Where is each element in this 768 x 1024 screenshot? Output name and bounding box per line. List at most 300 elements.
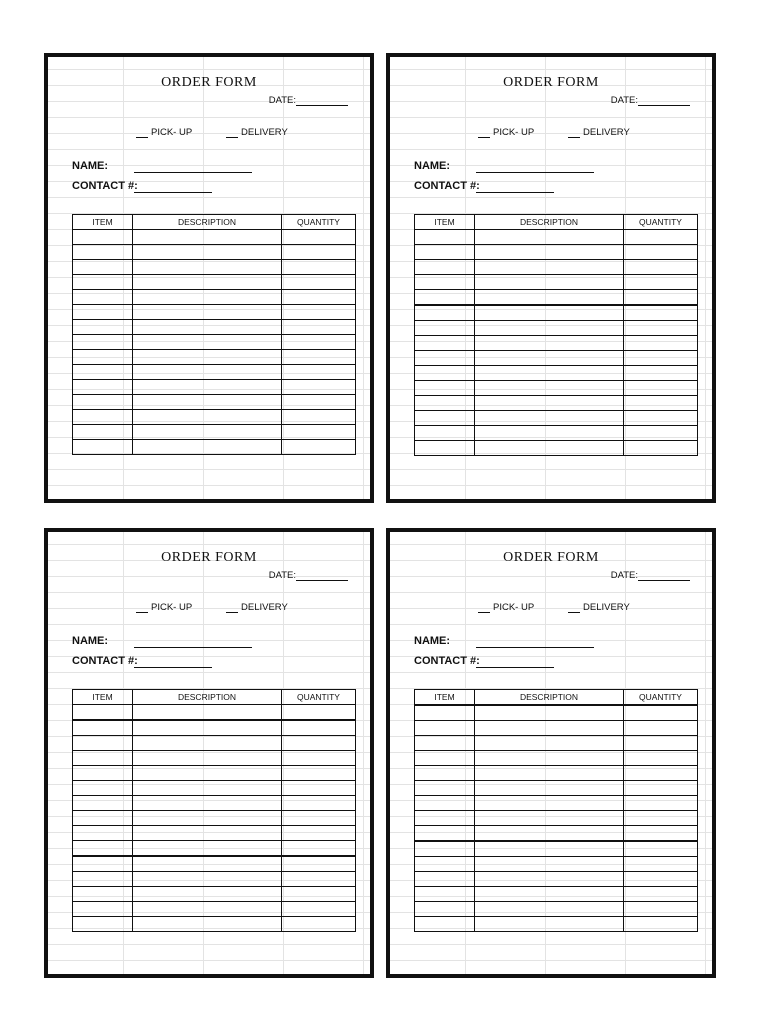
quantity-cell[interactable] (624, 260, 698, 275)
description-cell[interactable] (475, 321, 624, 336)
description-cell[interactable] (133, 856, 282, 872)
quantity-cell[interactable] (624, 857, 698, 872)
pickup-option[interactable] (478, 602, 534, 613)
description-cell[interactable] (475, 766, 624, 781)
table-row[interactable] (415, 887, 698, 902)
item-cell[interactable] (415, 766, 475, 781)
quantity-cell[interactable] (282, 425, 356, 440)
item-cell[interactable] (415, 396, 475, 411)
pickup-blank[interactable] (136, 128, 148, 138)
table-row[interactable] (73, 720, 356, 736)
item-cell[interactable] (73, 796, 133, 811)
column-header-quantity: QUANTITY (624, 690, 698, 706)
column-header-description: DESCRIPTION (475, 215, 624, 230)
column-header-description: DESCRIPTION (475, 690, 624, 706)
table-row[interactable] (415, 841, 698, 857)
quantity-cell[interactable] (282, 736, 356, 751)
quantity-cell[interactable] (624, 381, 698, 396)
table-row[interactable] (415, 260, 698, 275)
quantity-cell[interactable] (282, 766, 356, 781)
table-row[interactable] (73, 335, 356, 350)
quantity-cell[interactable] (624, 441, 698, 456)
contact-label: CONTACT #: (72, 180, 138, 192)
contact-label: CONTACT #: (72, 655, 138, 667)
item-cell[interactable] (73, 705, 133, 721)
date-row (269, 570, 348, 581)
table-row[interactable] (73, 410, 356, 425)
item-cell[interactable] (415, 811, 475, 826)
quantity-cell[interactable] (282, 887, 356, 902)
description-cell[interactable] (475, 826, 624, 842)
quantity-cell[interactable] (282, 410, 356, 425)
description-cell[interactable] (133, 736, 282, 751)
pickup-option[interactable] (478, 127, 534, 138)
table-row[interactable] (415, 396, 698, 411)
item-cell[interactable] (415, 902, 475, 917)
delivery-blank[interactable] (226, 603, 238, 613)
item-cell[interactable] (415, 917, 475, 932)
description-cell[interactable] (133, 766, 282, 781)
table-row[interactable] (73, 305, 356, 320)
table-row[interactable] (73, 781, 356, 796)
item-cell[interactable] (415, 275, 475, 290)
table-row[interactable] (73, 917, 356, 932)
description-cell[interactable] (475, 841, 624, 857)
item-cell[interactable] (415, 260, 475, 275)
delivery-option[interactable] (568, 602, 630, 613)
quantity-cell[interactable] (282, 751, 356, 766)
table-row[interactable] (73, 826, 356, 841)
description-cell[interactable] (133, 902, 282, 917)
table-row[interactable] (415, 766, 698, 781)
description-cell[interactable] (133, 796, 282, 811)
quantity-cell[interactable] (282, 290, 356, 305)
quantity-cell[interactable] (624, 245, 698, 260)
item-cell[interactable] (415, 796, 475, 811)
description-cell[interactable] (475, 917, 624, 932)
item-cell[interactable] (415, 305, 475, 321)
item-cell[interactable] (415, 351, 475, 366)
item-cell[interactable] (73, 260, 133, 275)
quantity-cell[interactable] (282, 350, 356, 365)
quantity-cell[interactable] (282, 260, 356, 275)
quantity-cell[interactable] (282, 826, 356, 841)
description-cell[interactable] (133, 350, 282, 365)
description-cell[interactable] (133, 380, 282, 395)
pickup-option[interactable] (136, 127, 192, 138)
description-cell[interactable] (133, 781, 282, 796)
name-field[interactable] (134, 637, 252, 648)
table-row[interactable] (415, 411, 698, 426)
quantity-cell[interactable] (624, 290, 698, 306)
table-row[interactable] (73, 290, 356, 305)
contact-label: CONTACT #: (414, 180, 480, 192)
table-header-row (415, 215, 698, 230)
pickup-blank[interactable] (478, 128, 490, 138)
description-cell[interactable] (475, 260, 624, 275)
item-cell[interactable] (73, 245, 133, 260)
item-cell[interactable] (415, 426, 475, 441)
delivery-blank[interactable] (568, 128, 580, 138)
table-row[interactable] (415, 290, 698, 306)
item-cell[interactable] (73, 290, 133, 305)
table-row[interactable] (415, 305, 698, 321)
description-cell[interactable] (133, 275, 282, 290)
item-cell[interactable] (415, 441, 475, 456)
form-title: ORDER FORM (161, 75, 257, 90)
description-cell[interactable] (133, 826, 282, 841)
quantity-cell[interactable] (282, 811, 356, 826)
item-cell[interactable] (415, 230, 475, 245)
table-row[interactable] (73, 440, 356, 455)
order-form-top-left (44, 53, 374, 503)
name-field[interactable] (476, 637, 594, 648)
item-cell[interactable] (73, 887, 133, 902)
quantity-cell[interactable] (624, 230, 698, 245)
date-label: DATE: (268, 95, 296, 106)
table-row[interactable] (415, 336, 698, 351)
table-row[interactable] (73, 766, 356, 781)
contact-field[interactable] (476, 657, 554, 668)
description-cell[interactable] (133, 887, 282, 902)
table-row[interactable] (73, 365, 356, 380)
delivery-label: DELIVERY (583, 602, 630, 613)
table-row[interactable] (415, 351, 698, 366)
table-row[interactable] (73, 736, 356, 751)
table-row[interactable] (73, 887, 356, 902)
item-cell[interactable] (415, 321, 475, 336)
quantity-cell[interactable] (282, 872, 356, 887)
quantity-cell[interactable] (282, 902, 356, 917)
table-row[interactable] (415, 872, 698, 887)
description-cell[interactable] (475, 366, 624, 381)
name-field[interactable] (134, 162, 252, 173)
description-cell[interactable] (475, 736, 624, 751)
pickup-blank[interactable] (478, 603, 490, 613)
description-cell[interactable] (475, 705, 624, 721)
quantity-cell[interactable] (282, 335, 356, 350)
column-header-item: ITEM (73, 690, 133, 705)
quantity-cell[interactable] (624, 796, 698, 811)
description-cell[interactable] (133, 720, 282, 736)
form-title: ORDER FORM (503, 75, 599, 90)
description-cell[interactable] (133, 872, 282, 887)
contact-label: CONTACT #: (414, 655, 480, 667)
quantity-cell[interactable] (282, 440, 356, 455)
item-cell[interactable] (415, 887, 475, 902)
table-row[interactable] (415, 826, 698, 842)
table-row[interactable] (73, 796, 356, 811)
quantity-cell[interactable] (624, 426, 698, 441)
description-cell[interactable] (133, 917, 282, 932)
table-row[interactable] (73, 380, 356, 395)
table-row[interactable] (415, 857, 698, 872)
quantity-cell[interactable] (624, 321, 698, 336)
form-title: ORDER FORM (503, 550, 599, 565)
delivery-option[interactable] (568, 127, 630, 138)
item-cell[interactable] (415, 841, 475, 857)
quantity-cell[interactable] (624, 751, 698, 766)
quantity-cell[interactable] (282, 275, 356, 290)
item-cell[interactable] (415, 826, 475, 842)
quantity-cell[interactable] (624, 781, 698, 796)
item-cell[interactable] (415, 245, 475, 260)
item-cell[interactable] (415, 872, 475, 887)
quantity-cell[interactable] (282, 245, 356, 260)
pickup-label: PICK- UP (493, 127, 535, 138)
table-row[interactable] (415, 917, 698, 932)
item-cell[interactable] (73, 350, 133, 365)
item-cell[interactable] (415, 411, 475, 426)
delivery-option[interactable] (226, 127, 288, 138)
date-blank[interactable] (296, 571, 348, 581)
description-cell[interactable] (475, 441, 624, 456)
quantity-cell[interactable] (624, 841, 698, 857)
description-cell[interactable] (133, 230, 282, 245)
description-cell[interactable] (133, 320, 282, 335)
table-row[interactable] (73, 260, 356, 275)
quantity-cell[interactable] (624, 366, 698, 381)
pickup-blank[interactable] (136, 603, 148, 613)
quantity-cell[interactable] (282, 917, 356, 932)
quantity-cell[interactable] (282, 365, 356, 380)
date-row (611, 95, 690, 106)
description-cell[interactable] (133, 395, 282, 410)
quantity-cell[interactable] (282, 320, 356, 335)
contact-field[interactable] (134, 657, 212, 668)
table-row[interactable] (73, 395, 356, 410)
description-cell[interactable] (133, 751, 282, 766)
table-row[interactable] (73, 350, 356, 365)
quantity-cell[interactable] (624, 351, 698, 366)
column-header-quantity: QUANTITY (624, 215, 698, 230)
item-cell[interactable] (415, 781, 475, 796)
order-form-bottom-right (386, 528, 716, 978)
item-cell[interactable] (73, 335, 133, 350)
item-cell[interactable] (73, 736, 133, 751)
table-row[interactable] (415, 796, 698, 811)
description-cell[interactable] (133, 260, 282, 275)
item-cell[interactable] (415, 736, 475, 751)
item-cell[interactable] (73, 425, 133, 440)
description-cell[interactable] (475, 721, 624, 736)
contact-field[interactable] (476, 182, 554, 193)
table-row[interactable] (415, 751, 698, 766)
table-row[interactable] (73, 320, 356, 335)
table-row[interactable] (415, 781, 698, 796)
description-cell[interactable] (133, 335, 282, 350)
quantity-cell[interactable] (282, 856, 356, 872)
delivery-label: DELIVERY (583, 127, 630, 138)
quantity-cell[interactable] (624, 887, 698, 902)
description-cell[interactable] (133, 425, 282, 440)
quantity-cell[interactable] (624, 917, 698, 932)
item-cell[interactable] (73, 766, 133, 781)
column-header-description: DESCRIPTION (133, 690, 282, 705)
contact-field[interactable] (134, 182, 212, 193)
table-row[interactable] (73, 751, 356, 766)
description-cell[interactable] (133, 410, 282, 425)
quantity-cell[interactable] (282, 380, 356, 395)
name-field[interactable] (476, 162, 594, 173)
table-row[interactable] (415, 705, 698, 721)
description-cell[interactable] (475, 902, 624, 917)
quantity-cell[interactable] (282, 841, 356, 857)
item-cell[interactable] (73, 902, 133, 917)
quantity-cell[interactable] (624, 275, 698, 290)
description-cell[interactable] (133, 365, 282, 380)
item-cell[interactable] (73, 320, 133, 335)
item-cell[interactable] (415, 705, 475, 721)
description-cell[interactable] (475, 336, 624, 351)
item-cell[interactable] (73, 841, 133, 857)
description-cell[interactable] (475, 381, 624, 396)
table-row[interactable] (73, 425, 356, 440)
date-label: DATE: (268, 570, 296, 581)
item-cell[interactable] (415, 366, 475, 381)
quantity-cell[interactable] (624, 872, 698, 887)
delivery-blank[interactable] (226, 128, 238, 138)
quantity-cell[interactable] (282, 230, 356, 245)
quantity-cell[interactable] (624, 705, 698, 721)
date-row (611, 570, 690, 581)
quantity-cell[interactable] (624, 411, 698, 426)
table-row[interactable] (73, 902, 356, 917)
description-cell[interactable] (133, 811, 282, 826)
description-cell[interactable] (475, 230, 624, 245)
quantity-cell[interactable] (624, 305, 698, 321)
description-cell[interactable] (475, 275, 624, 290)
quantity-cell[interactable] (624, 902, 698, 917)
item-cell[interactable] (415, 721, 475, 736)
item-cell[interactable] (73, 275, 133, 290)
table-row[interactable] (73, 230, 356, 245)
quantity-cell[interactable] (282, 305, 356, 320)
description-cell[interactable] (133, 245, 282, 260)
quantity-cell[interactable] (282, 720, 356, 736)
table-row[interactable] (415, 321, 698, 336)
table-row[interactable] (415, 245, 698, 260)
item-cell[interactable] (73, 872, 133, 887)
description-cell[interactable] (475, 290, 624, 306)
table-row[interactable] (415, 426, 698, 441)
date-blank[interactable] (638, 571, 690, 581)
pickup-option[interactable] (136, 602, 192, 613)
description-cell[interactable] (133, 290, 282, 305)
pickup-label: PICK- UP (493, 602, 535, 613)
description-cell[interactable] (133, 705, 282, 721)
table-row[interactable] (73, 275, 356, 290)
item-cell[interactable] (73, 410, 133, 425)
delivery-blank[interactable] (568, 603, 580, 613)
description-cell[interactable] (475, 796, 624, 811)
description-cell[interactable] (475, 887, 624, 902)
table-row[interactable] (73, 811, 356, 826)
item-cell[interactable] (73, 720, 133, 736)
description-cell[interactable] (475, 811, 624, 826)
quantity-cell[interactable] (282, 395, 356, 410)
item-cell[interactable] (73, 811, 133, 826)
quantity-cell[interactable] (624, 811, 698, 826)
column-header-quantity: QUANTITY (282, 215, 356, 230)
table-row[interactable] (415, 366, 698, 381)
description-cell[interactable] (475, 245, 624, 260)
description-cell[interactable] (475, 305, 624, 321)
description-cell[interactable] (133, 440, 282, 455)
quantity-cell[interactable] (624, 336, 698, 351)
table-row[interactable] (415, 721, 698, 736)
item-cell[interactable] (415, 381, 475, 396)
table-row[interactable] (415, 275, 698, 290)
description-cell[interactable] (475, 396, 624, 411)
item-cell[interactable] (73, 751, 133, 766)
item-cell[interactable] (73, 305, 133, 320)
item-cell[interactable] (73, 440, 133, 455)
quantity-cell[interactable] (624, 826, 698, 842)
table-row[interactable] (415, 230, 698, 245)
item-cell[interactable] (415, 290, 475, 306)
table-row[interactable] (73, 856, 356, 872)
table-row[interactable] (415, 902, 698, 917)
description-cell[interactable] (133, 305, 282, 320)
name-label: NAME: (72, 635, 109, 647)
quantity-cell[interactable] (624, 396, 698, 411)
date-row (269, 95, 348, 106)
table-row[interactable] (415, 736, 698, 751)
quantity-cell[interactable] (624, 721, 698, 736)
date-blank[interactable] (638, 96, 690, 106)
date-blank[interactable] (296, 96, 348, 106)
item-cell[interactable] (415, 336, 475, 351)
item-cell[interactable] (73, 365, 133, 380)
table-row[interactable] (415, 811, 698, 826)
item-cell[interactable] (73, 856, 133, 872)
item-cell[interactable] (73, 230, 133, 245)
description-cell[interactable] (133, 841, 282, 857)
item-cell[interactable] (415, 751, 475, 766)
description-cell[interactable] (475, 411, 624, 426)
table-row[interactable] (73, 245, 356, 260)
quantity-cell[interactable] (624, 736, 698, 751)
table-row[interactable] (415, 441, 698, 456)
pickup-label: PICK- UP (151, 127, 193, 138)
table-row[interactable] (73, 872, 356, 887)
order-form-bottom-left (44, 528, 374, 978)
table-row[interactable] (415, 381, 698, 396)
description-cell[interactable] (475, 351, 624, 366)
item-cell[interactable] (73, 380, 133, 395)
description-cell[interactable] (475, 872, 624, 887)
table-header-row (415, 690, 698, 706)
quantity-cell[interactable] (282, 781, 356, 796)
description-cell[interactable] (475, 857, 624, 872)
table-row[interactable] (73, 841, 356, 857)
table-row[interactable] (73, 705, 356, 721)
item-cell[interactable] (73, 917, 133, 932)
description-cell[interactable] (475, 781, 624, 796)
description-cell[interactable] (475, 426, 624, 441)
item-cell[interactable] (73, 395, 133, 410)
delivery-option[interactable] (226, 602, 288, 613)
quantity-cell[interactable] (624, 766, 698, 781)
quantity-cell[interactable] (282, 796, 356, 811)
item-cell[interactable] (73, 781, 133, 796)
item-cell[interactable] (73, 826, 133, 841)
item-cell[interactable] (415, 857, 475, 872)
description-cell[interactable] (475, 751, 624, 766)
column-header-item: ITEM (73, 215, 133, 230)
quantity-cell[interactable] (282, 705, 356, 721)
